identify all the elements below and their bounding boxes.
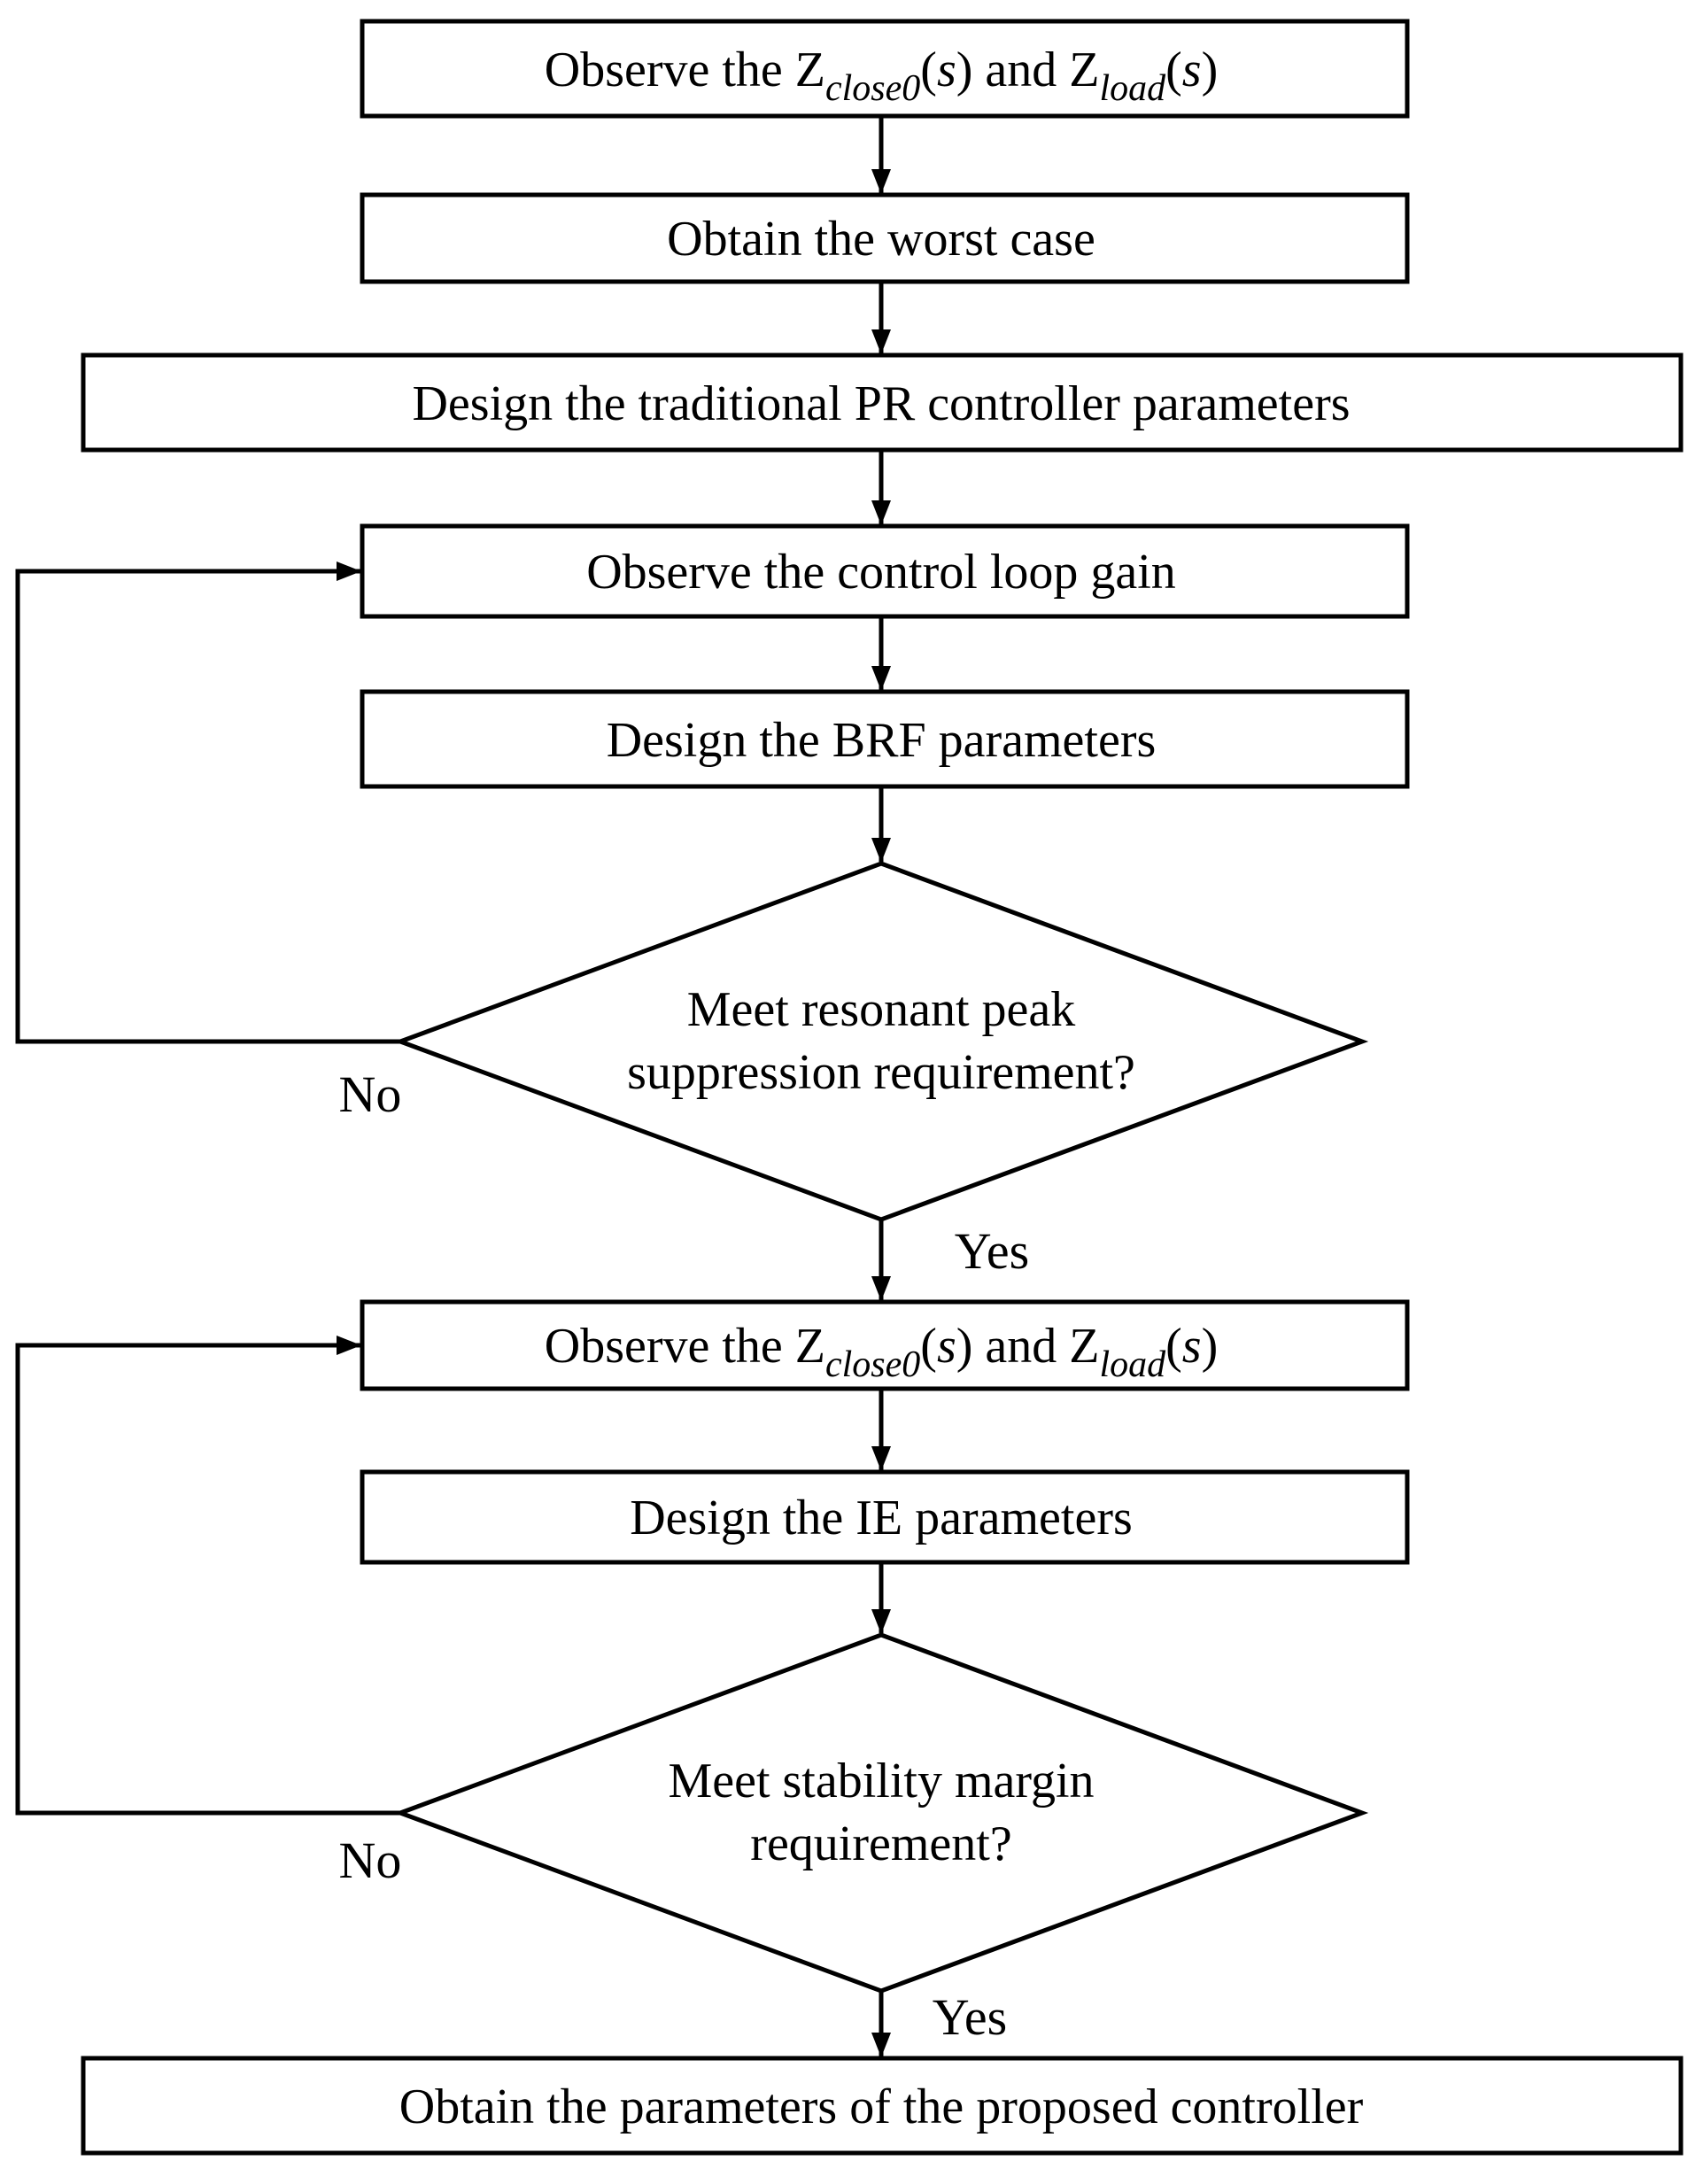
label-part: s xyxy=(936,43,956,97)
loop-no-stability-to-observe-z-bottom xyxy=(18,1345,400,1813)
edge-label-yes-stability: Yes xyxy=(932,1988,1008,2046)
label-part: Observe the Z xyxy=(544,43,825,97)
loop-no-resonant-to-loop-gain xyxy=(18,571,400,1042)
process-box-loop-gain-label: Observe the control loop gain xyxy=(586,545,1176,600)
decision-resonant-peak-line2: suppression requirement? xyxy=(627,1045,1135,1100)
label-part: ( xyxy=(1165,1319,1182,1374)
label-part: ( xyxy=(920,43,937,97)
label-subscript: close0 xyxy=(824,68,921,109)
label-subscript: load xyxy=(1099,68,1166,109)
decision-resonant-peak-line1: Meet resonant peak xyxy=(686,982,1076,1037)
label-part: ) xyxy=(1201,43,1219,97)
label-part: ) and Z xyxy=(956,43,1100,97)
label-part: Observe the Z xyxy=(544,1319,825,1374)
decision-diamond-resonant-peak xyxy=(400,864,1362,1220)
decision-stability-margin-line1: Meet stability margin xyxy=(668,1754,1095,1808)
label-part: ) and Z xyxy=(956,1319,1100,1374)
label-part: s xyxy=(936,1319,956,1374)
process-box-design-pr-label: Design the traditional PR controller parameters xyxy=(412,376,1351,431)
label-part: s xyxy=(1181,43,1202,97)
process-box-obtain-parameters-label: Obtain the parameters of the proposed controller xyxy=(399,2079,1364,2134)
label-part: ) xyxy=(1201,1319,1219,1374)
process-box-design-brf-label: Design the BRF parameters xyxy=(606,713,1157,768)
edge-label-yes-resonant: Yes xyxy=(954,1222,1030,1280)
label-subscript: load xyxy=(1099,1344,1166,1385)
process-box-design-ie-label: Design the IE parameters xyxy=(630,1491,1133,1545)
edge-label-no-resonant: No xyxy=(338,1065,402,1123)
label-part: ( xyxy=(1165,43,1182,97)
label-subscript: close0 xyxy=(824,1344,921,1385)
edge-label-no-stability: No xyxy=(338,1832,402,1889)
decision-diamond-stability-margin xyxy=(400,1635,1362,1991)
decision-stability-margin-line2: requirement? xyxy=(750,1816,1012,1871)
label-part: ( xyxy=(920,1319,937,1374)
process-box-worst-case-label: Obtain the worst case xyxy=(667,212,1095,267)
label-part: s xyxy=(1181,1319,1202,1374)
